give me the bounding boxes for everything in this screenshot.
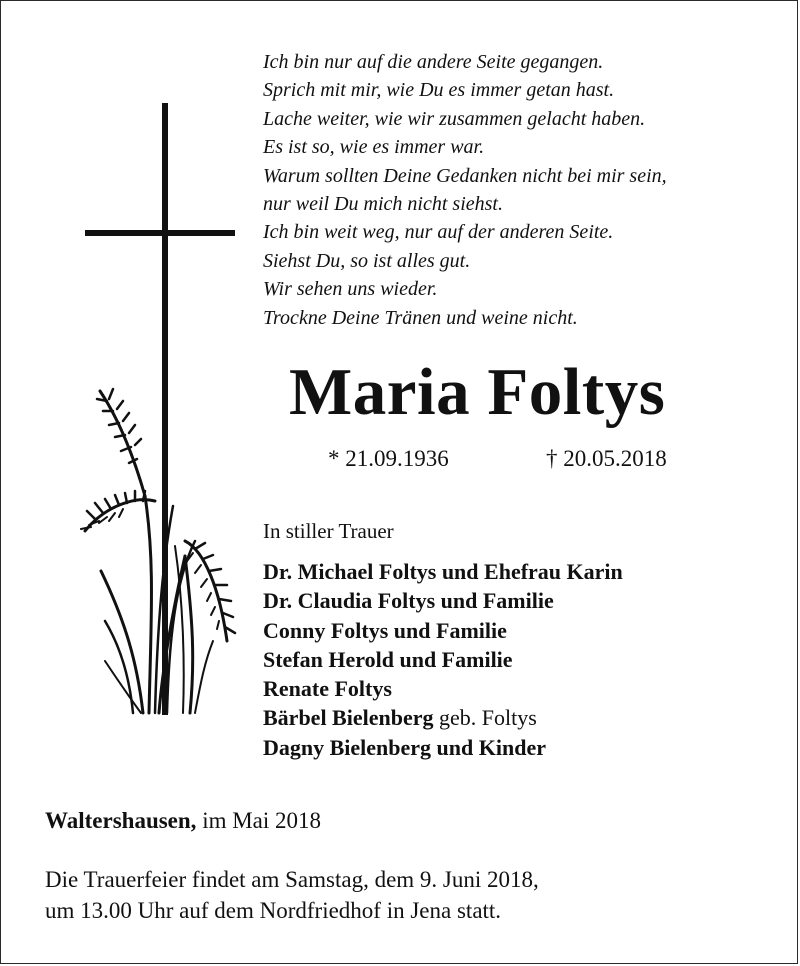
poem-line: Siehst Du, so ist alles gut.: [263, 249, 471, 272]
month-year: im Mai 2018: [196, 808, 322, 833]
poem-line: Lache weiter, wie wir zusammen gelacht haben.: [263, 107, 646, 130]
mourner-item: [263, 557, 623, 586]
poem-line: Ich bin weit weg, nur auf der anderen Seite.: [263, 221, 614, 244]
mourner-name: Dagny Bielenberg und Kinder: [263, 734, 546, 760]
mourner-item: [263, 645, 623, 674]
mourner-list: [263, 557, 623, 762]
mourning-intro: In stiller Trauer: [263, 519, 394, 543]
poem-line: Es ist so, wie es immer war.: [263, 136, 485, 159]
poem: [263, 48, 667, 332]
town-name: Waltershausen,: [45, 808, 197, 833]
mourner-item: [263, 586, 623, 615]
ceremony-line: Die Trauerfeier findet am Samstag, dem 9. Juni 2018,: [45, 867, 539, 892]
mourner-item: [263, 703, 623, 732]
mourner-name: Renate Foltys: [263, 676, 392, 702]
poem-line: Wir sehen uns wieder.: [263, 278, 438, 301]
wheat-ears-icon: [81, 389, 235, 713]
poem-line: Ich bin nur auf die andere Seite gegangen.: [263, 51, 604, 73]
mourner-name: Dr. Claudia Foltys und Familie: [263, 588, 554, 614]
death-date: † 20.05.2018: [546, 446, 667, 471]
poem-line: Warum sollten Deine Gedanken nicht bei mir sein,: [263, 164, 667, 187]
mourner-name: Conny Foltys und Familie: [263, 617, 507, 643]
mourner-name: Bärbel Bielenberg: [263, 705, 434, 731]
deceased-name: Maria Foltys: [289, 355, 666, 429]
mourner-suffix: geb. Foltys: [433, 705, 537, 731]
poem-line: nur weil Du mich nicht siehst.: [263, 193, 503, 216]
birth-date: * 21.09.1936: [328, 446, 449, 471]
mourner-item: [263, 616, 623, 645]
poem-line: Trockne Deine Tränen und weine nicht.: [263, 306, 578, 329]
ceremony-line: um 13.00 Uhr auf dem Nordfriedhof in Jena statt.: [45, 898, 502, 923]
cross-with-wheat-icon: [45, 101, 245, 721]
mourner-item: [263, 733, 623, 762]
funeral-ceremony-info: [45, 864, 539, 926]
place-and-date: [45, 808, 321, 834]
poem-line: Sprich mit mir, wie Du es immer getan hast.: [263, 79, 615, 102]
mourner-name: Dr. Michael Foltys und Ehefrau Karin: [263, 559, 623, 584]
mourner-item: [263, 674, 623, 703]
mourner-name: Stefan Herold und Familie: [263, 646, 513, 672]
